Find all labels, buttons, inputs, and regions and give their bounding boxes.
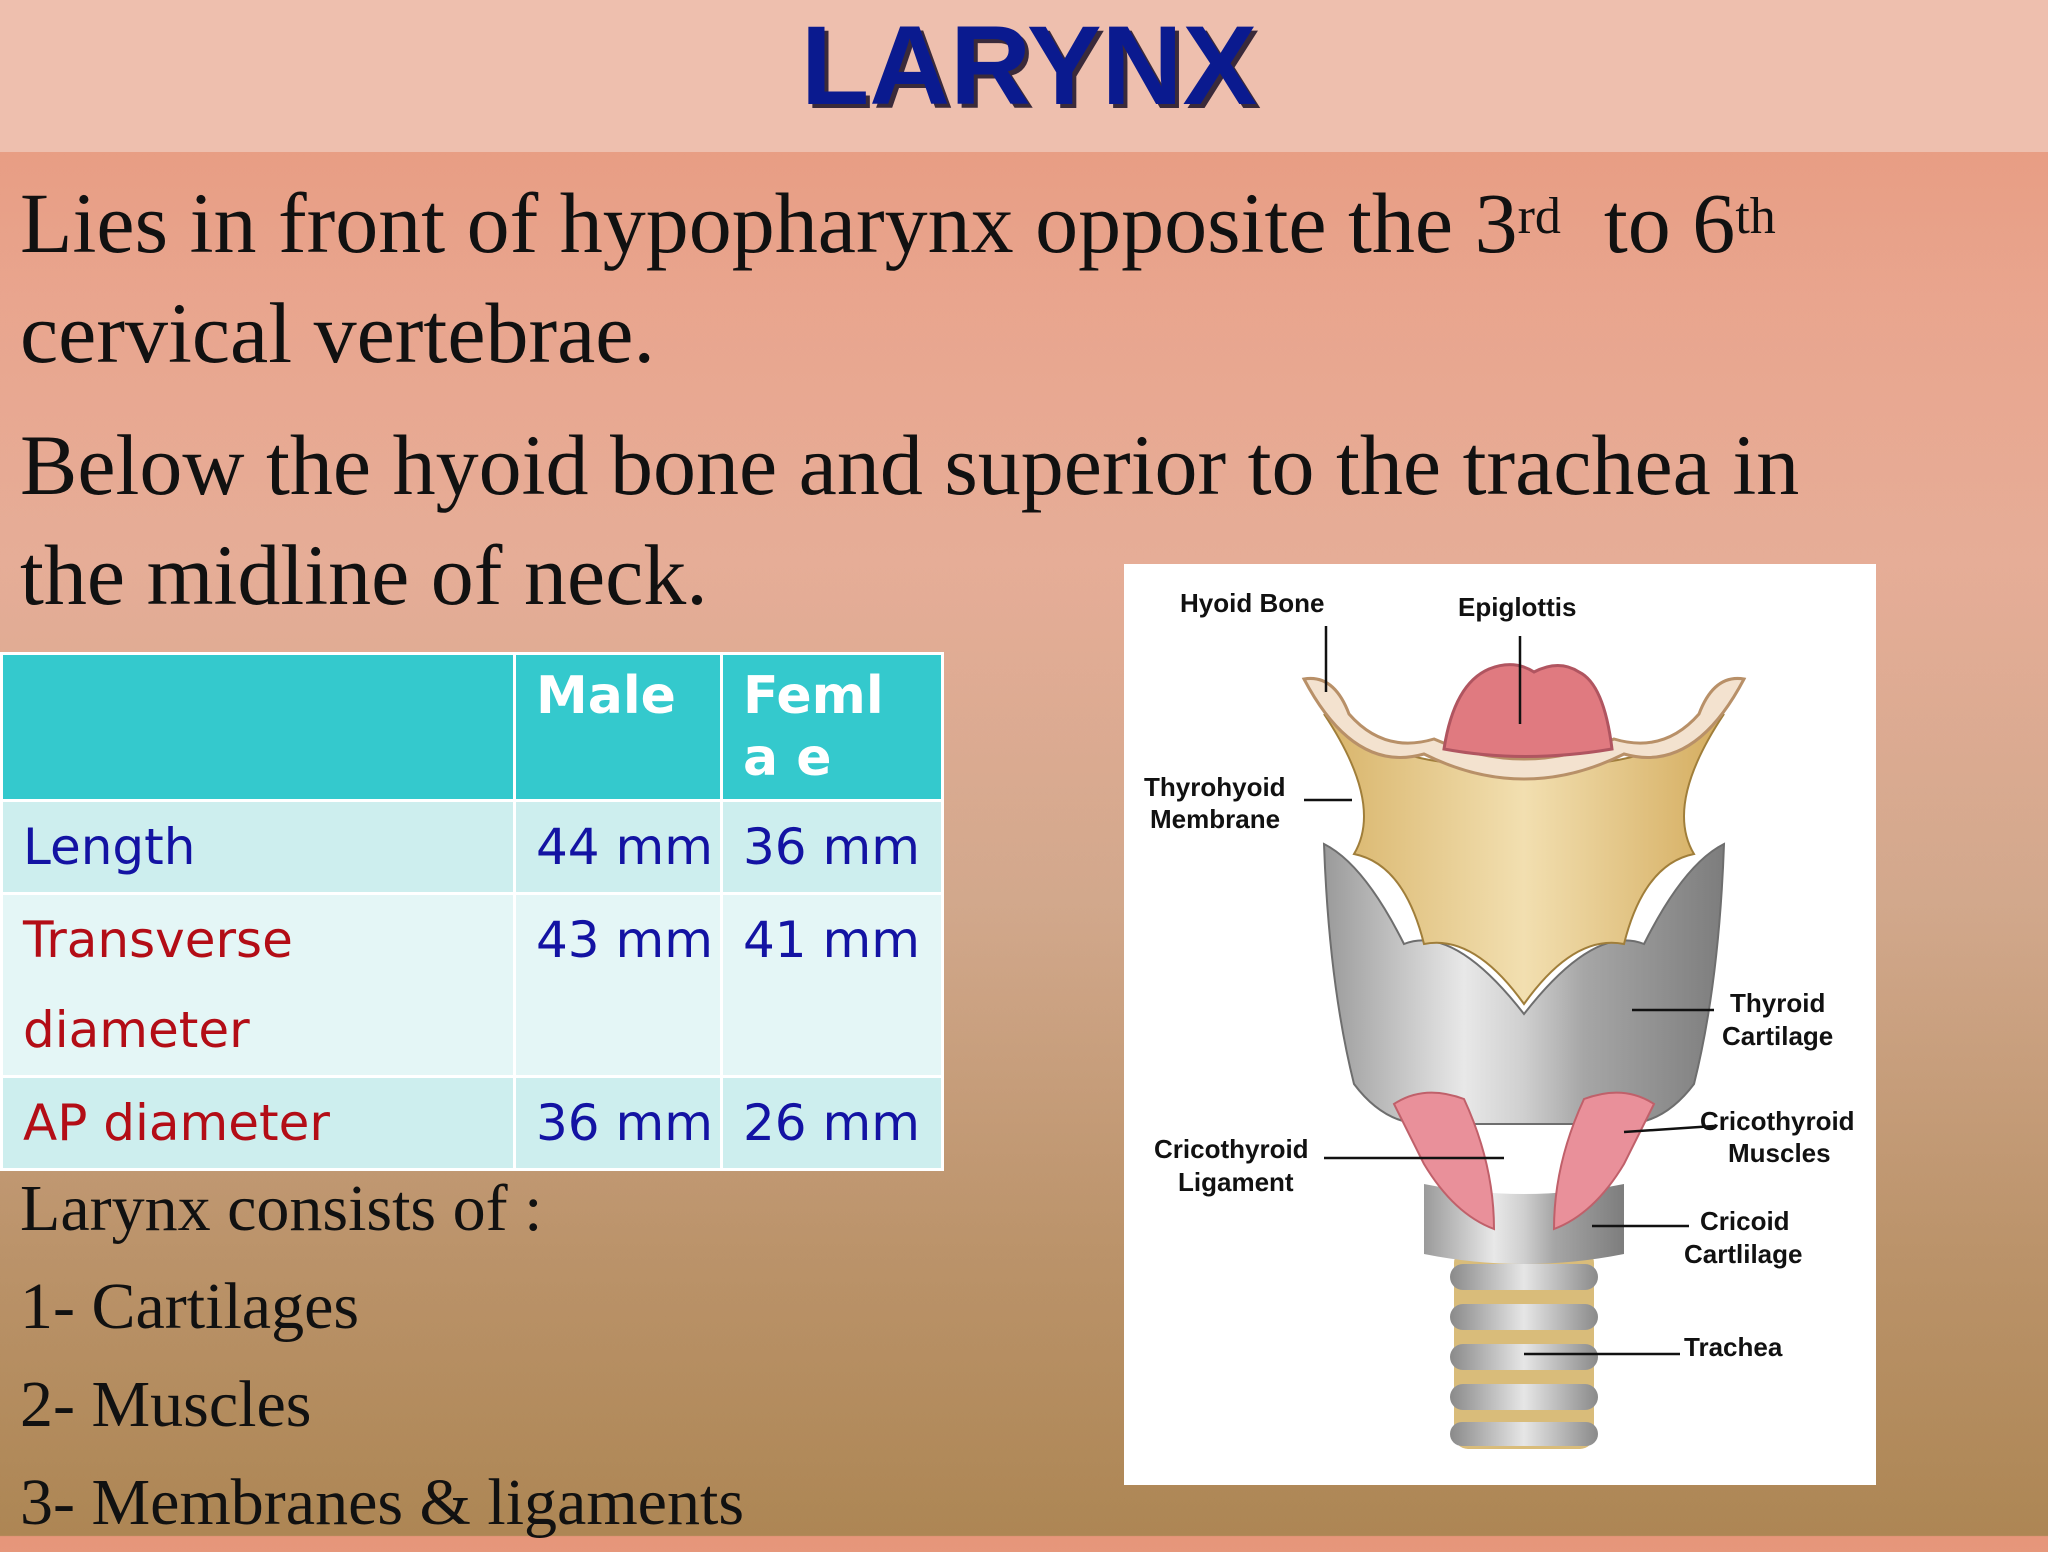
table-header-empty [2,654,515,801]
components-list [20,1160,744,1552]
row-female: 26 mm [722,1077,943,1170]
label-cricoid-1: Cricoid [1700,1206,1790,1236]
label-epiglottis: Epiglottis [1458,592,1577,622]
row-male: 36 mm [515,1077,722,1170]
table-row [2,894,943,1077]
table-header-female [722,654,943,801]
label-cricothyroid-ligament-1: Cricothyroid [1154,1134,1309,1164]
table-header-female-text: Femla e [743,666,884,788]
slide-title: LARYNX [800,3,1258,128]
label-cricoid-2: Cartlilage [1684,1239,1803,1269]
p1-sup-th: th [1735,188,1776,245]
row-label: Transverse diameter [2,894,515,1077]
label-thyrohyoid-2: Membrane [1150,804,1281,834]
table-header-male: Male [515,654,722,801]
trachea-shape [1450,1249,1598,1449]
table-row [2,801,943,894]
p1-sup-rd: rd [1517,188,1561,245]
p1-text-a: Lies in front of hypopharynx opposite the 3 [20,175,1518,271]
list-intro: Larynx consists of : [20,1172,543,1245]
list-item: 2- Muscles [20,1368,312,1441]
table-header-row [2,654,943,801]
p2-text-b: the midline of neck. [20,527,708,623]
label-hyoid-bone: Hyoid Bone [1180,588,1325,618]
larynx-illustration [1124,564,1876,1485]
row-female: 36 mm [722,801,943,894]
p2-text-a: Below the hyoid bone and superior to the trachea in [20,417,1800,513]
list-item: 1- Cartilages [20,1270,360,1343]
p1-text-b: to 6 [1560,175,1736,271]
row-label: Length [2,801,515,894]
label-cricothyroid-muscles-2: Muscles [1728,1138,1831,1168]
row-male: 43 mm [515,894,722,1077]
label-trachea: Trachea [1684,1332,1783,1362]
row-male: 44 mm [515,801,722,894]
label-thyroid-2: Cartilage [1722,1021,1834,1051]
dimensions-table [0,652,944,1171]
label-thyrohyoid-1: Thyrohyoid [1144,772,1286,802]
label-thyroid-1: Thyroid [1730,988,1826,1018]
row-label: AP diameter [2,1077,515,1170]
label-cricothyroid-ligament-2: Ligament [1178,1167,1294,1197]
larynx-diagram [1124,564,1876,1485]
table-row [2,1077,943,1170]
list-item: 3- Membranes & ligaments [20,1466,745,1539]
p1-text-c: cervical vertebrae. [20,285,655,381]
row-female: 41 mm [722,894,943,1077]
paragraph-location [20,168,1776,388]
label-cricothyroid-muscles-1: Cricothyroid [1700,1106,1855,1136]
